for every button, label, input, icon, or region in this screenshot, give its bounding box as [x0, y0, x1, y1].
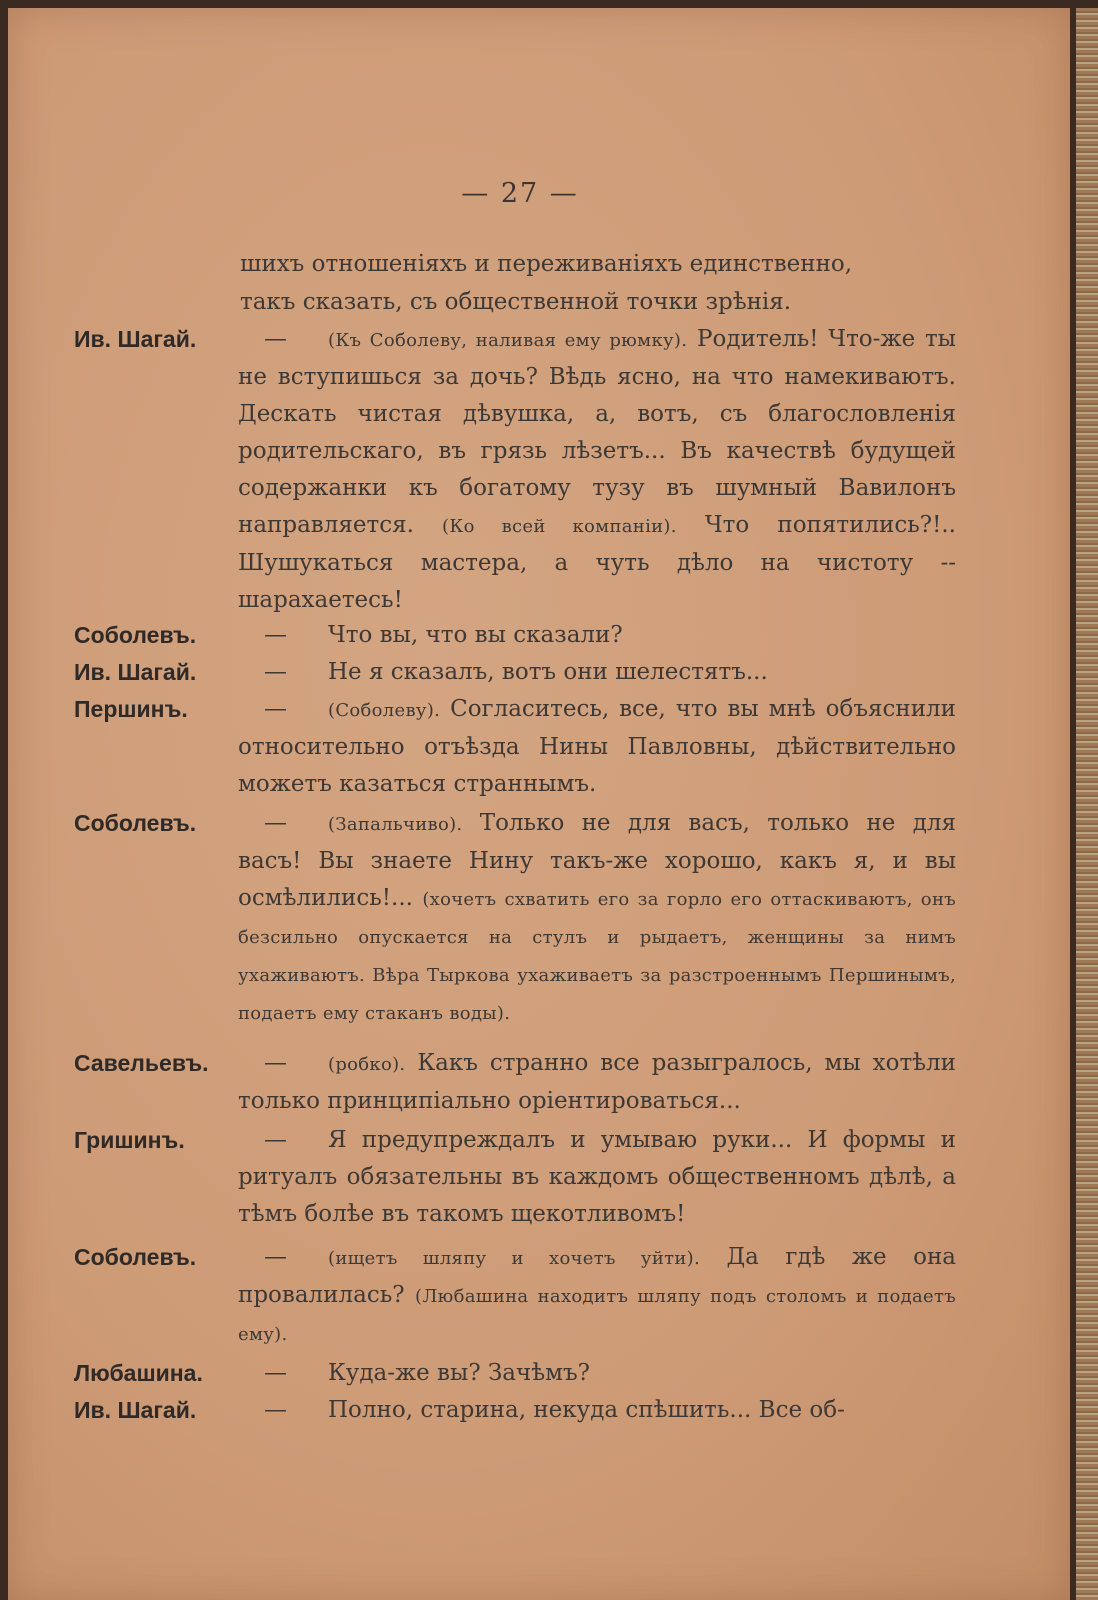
dialogue-dash: —: [264, 659, 287, 685]
dialogue-dash: —: [264, 1244, 287, 1270]
dialogue-dash: —: [264, 326, 287, 352]
stage-direction: (Запальчиво).: [328, 814, 463, 835]
stage-direction: (Любашина находитъ шляпу подъ столомъ и подаетъ ему).: [238, 1286, 957, 1345]
stage-direction: (ищетъ шляпу и хочетъ уйти).: [328, 1248, 701, 1269]
speaker-name: Ив. Шагай.: [74, 1397, 197, 1423]
dialogue-dash: —: [264, 1050, 287, 1076]
dialogue-dash: —: [264, 696, 287, 722]
speaker-name: Гришинъ.: [74, 1127, 185, 1153]
dialogue-text: [238, 321, 956, 619]
dialogue-text: [238, 805, 956, 1032]
speech: Полно, старина, некуда спѣшить... Все об-: [328, 1397, 845, 1423]
dialogue-dash: —: [264, 810, 287, 836]
dialogue-text: [238, 691, 956, 803]
dialogue-dash: —: [264, 1397, 287, 1423]
continuation-line: шихъ отношеніяхъ и переживаніяхъ единственно,: [240, 251, 853, 277]
speaker-name: Першинъ.: [74, 696, 188, 722]
continuation-line: такъ сказать, съ общественной точки зрѣнія.: [240, 289, 792, 315]
dialogue-text: [238, 1392, 956, 1429]
dialogue-text: [238, 654, 956, 691]
stage-direction: (Ко всей компаніи).: [442, 516, 677, 537]
speaker-name: Любашина.: [74, 1360, 203, 1386]
speaker-name: Соболевъ.: [74, 1244, 197, 1270]
speech: Родитель! Что-же ты не вступишься за дочь? Вѣдь ясно, на что намекиваютъ. Дескать чистая дѣвушка, а, вотъ, съ благословленія родительскаго, въ грязь лѣзетъ... Въ качествѣ будущей содержанки къ богатому тузу въ шумный Вавилонъ направляется.: [238, 326, 956, 538]
dialogue-text: [238, 1239, 956, 1353]
speech: Что вы, что вы сказали?: [328, 622, 623, 648]
speech: Согласитесь, все, что вы мнѣ объяснили относительно отъѣзда Нины Павловны, дѣйствительно можетъ казаться страннымъ.: [238, 696, 956, 797]
speech: Что попятились?!.. Шушукаться мастера, а чуть дѣло на чистоту -- шарахаетесь!: [238, 512, 956, 613]
stage-direction: (Къ Соболеву, наливая ему рюмку).: [328, 330, 688, 351]
speaker-name: Ив. Шагай.: [74, 326, 197, 352]
speaker-name: Соболевъ.: [74, 810, 197, 836]
dialogue-text: [238, 617, 956, 654]
speech: Не я сказалъ, вотъ они шелестятъ...: [328, 659, 768, 685]
dialogue-dash: —: [264, 1360, 287, 1386]
stage-direction: (хочетъ схватить его за горло его оттаскиваютъ, онъ безсильно опускается на стулъ и рыдаетъ, женщины за нимъ ухаживаютъ. Вѣра Тыркова ухаживаетъ за разстроеннымъ Першинымъ, подаетъ ему стаканъ воды).: [238, 889, 956, 1024]
speaker-name: Соболевъ.: [74, 622, 197, 648]
speech: Я предупреждалъ и умываю руки... И формы и ритуалъ обязательны въ каждомъ общественномъ дѣлѣ, а тѣмъ болѣе въ такомъ щекотливомъ!: [238, 1127, 956, 1227]
dialogue-text: [238, 1355, 956, 1392]
dialogue-dash: —: [264, 622, 287, 648]
speaker-name: Ив. Шагай.: [74, 659, 197, 685]
page-edge: [1076, 8, 1098, 1600]
speaker-name: Савельевъ.: [74, 1050, 209, 1076]
speech: Куда-же вы? Зачѣмъ?: [328, 1360, 590, 1386]
dialogue-text: [238, 1122, 956, 1233]
dialogue-text: [238, 1045, 956, 1120]
speech: Какъ странно все разыгралось, мы хотѣли только принципіально оріентироваться...: [238, 1050, 956, 1114]
speech: Только не для васъ, только не для васъ! Вы знаете Нину такъ-же хорошо, какъ я, и вы осмѣлились!...: [238, 810, 956, 911]
stage-direction: (Соболеву).: [328, 700, 441, 721]
page-number: — 27 —: [461, 178, 579, 209]
dialogue-dash: —: [264, 1127, 287, 1153]
speech: Да гдѣ же она провалилась?: [238, 1244, 956, 1308]
stage-direction: (робко).: [328, 1054, 406, 1075]
